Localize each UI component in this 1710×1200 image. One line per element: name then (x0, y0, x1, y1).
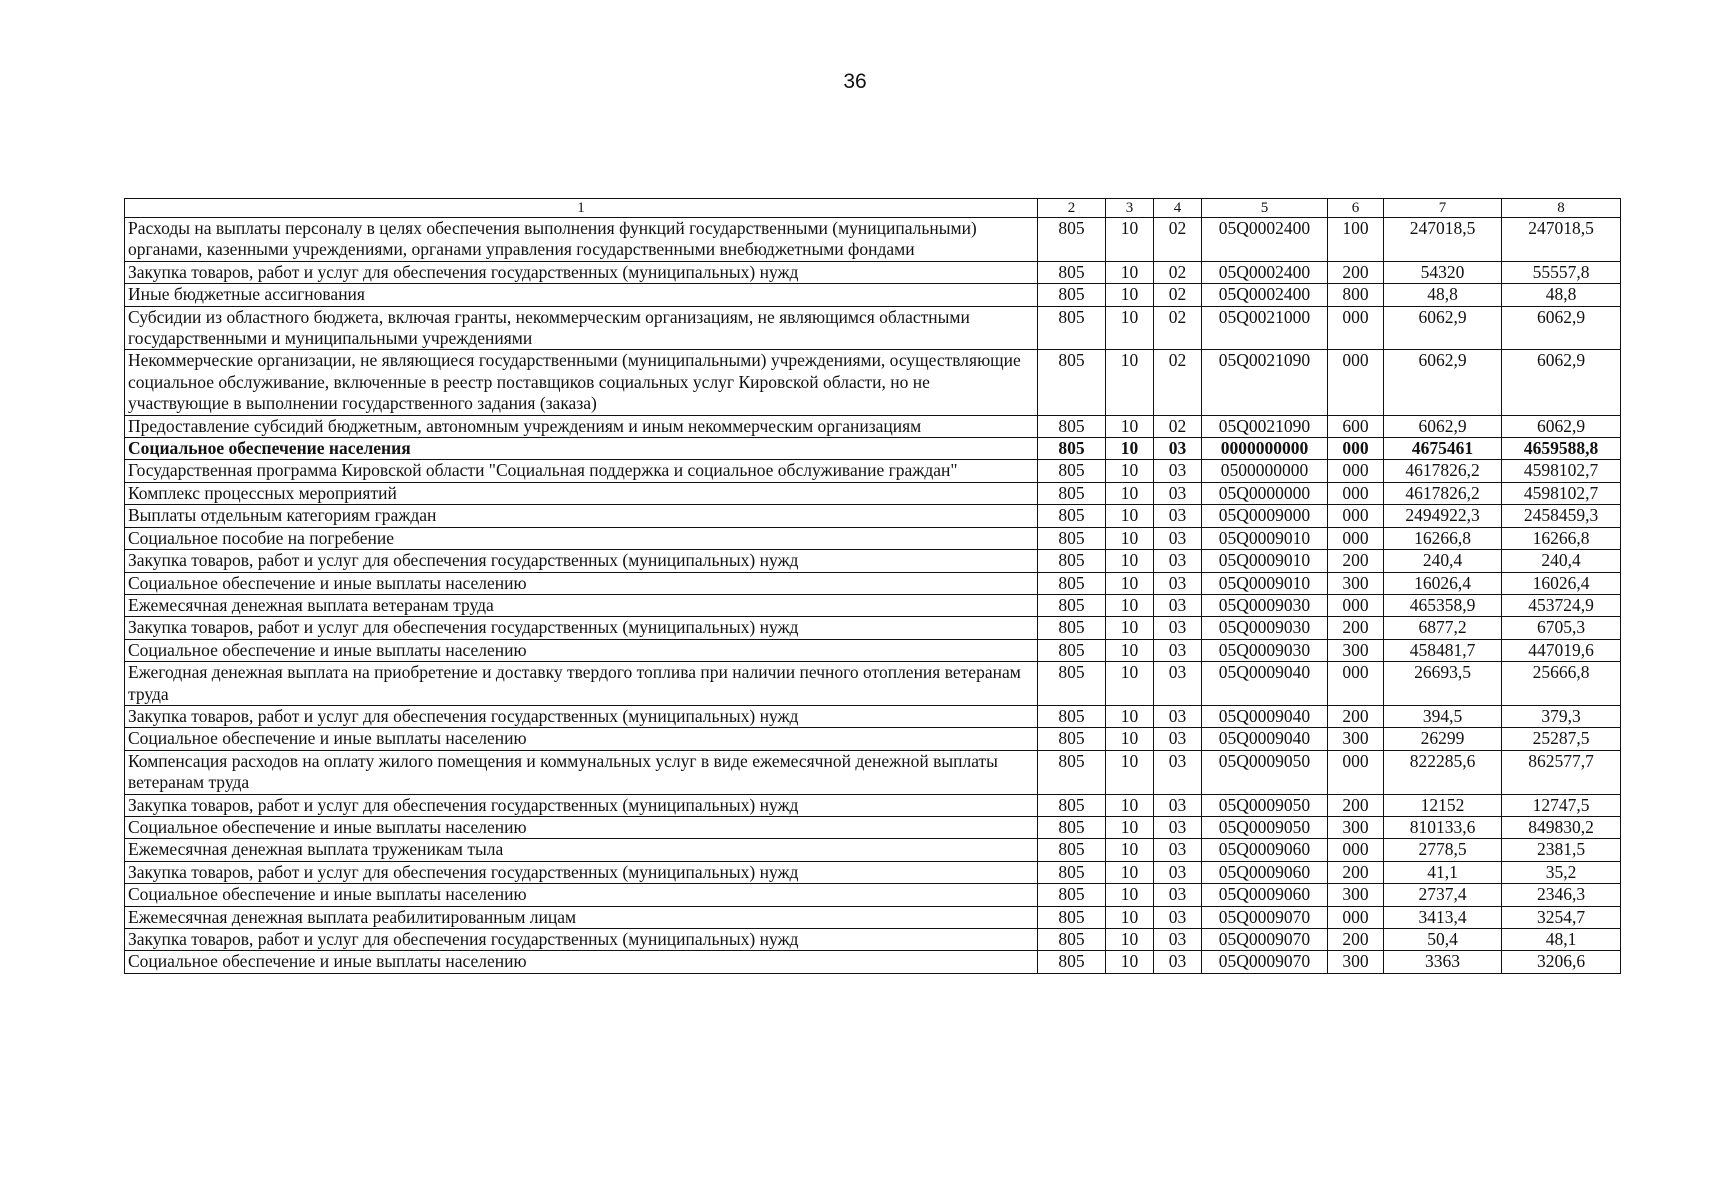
subsection-code: 02 (1154, 218, 1202, 262)
target-article-code: 05Q0009010 (1202, 572, 1328, 594)
target-article-code: 05Q0002400 (1202, 284, 1328, 306)
expense-type-code: 200 (1328, 861, 1384, 883)
subsection-code: 03 (1154, 906, 1202, 928)
row-name: Социальное обеспечение и иные выплаты населению (125, 816, 1038, 838)
target-article-code: 0000000000 (1202, 438, 1328, 460)
target-article-code: 05Q0000000 (1202, 482, 1328, 504)
row-name: Закупка товаров, работ и услуг для обеспечения государственных (муниципальных) нужд (125, 550, 1038, 572)
amount-year-1: 465358,9 (1384, 594, 1502, 616)
expense-type-code: 300 (1328, 816, 1384, 838)
section-code: 10 (1106, 527, 1154, 549)
ministry-code: 805 (1038, 482, 1106, 504)
row-name: Ежемесячная денежная выплата реабилитированным лицам (125, 906, 1038, 928)
amount-year-1: 4617826,2 (1384, 460, 1502, 482)
table-row (125, 460, 1621, 482)
amount-year-1: 4675461 (1384, 438, 1502, 460)
amount-year-1: 26299 (1384, 728, 1502, 750)
target-article-code: 05Q0009070 (1202, 929, 1328, 951)
ministry-code: 805 (1038, 705, 1106, 727)
target-article-code: 05Q0009060 (1202, 839, 1328, 861)
amount-year-1: 6877,2 (1384, 617, 1502, 639)
ministry-code: 805 (1038, 350, 1106, 415)
page-number: 36 (843, 70, 867, 93)
ministry-code: 805 (1038, 438, 1106, 460)
column-header: 3 (1106, 199, 1154, 218)
subsection-code: 03 (1154, 505, 1202, 527)
section-code: 10 (1106, 816, 1154, 838)
target-article-code: 05Q0009030 (1202, 594, 1328, 616)
amount-year-1: 12152 (1384, 794, 1502, 816)
row-name: Ежемесячная денежная выплата ветеранам труда (125, 594, 1038, 616)
amount-year-1: 4617826,2 (1384, 482, 1502, 504)
subsection-code: 03 (1154, 550, 1202, 572)
row-name: Государственная программа Кировской области "Социальная поддержка и социальное обслуживание граждан" (125, 460, 1038, 482)
section-code: 10 (1106, 951, 1154, 973)
subsection-code: 03 (1154, 794, 1202, 816)
amount-year-2: 4598102,7 (1502, 482, 1621, 504)
ministry-code: 805 (1038, 594, 1106, 616)
amount-year-1: 54320 (1384, 261, 1502, 283)
amount-year-2: 16026,4 (1502, 572, 1621, 594)
row-name: Закупка товаров, работ и услуг для обеспечения государственных (муниципальных) нужд (125, 794, 1038, 816)
amount-year-1: 48,8 (1384, 284, 1502, 306)
subsection-code: 03 (1154, 572, 1202, 594)
section-code: 10 (1106, 218, 1154, 262)
table-row (125, 482, 1621, 504)
subsection-code: 02 (1154, 261, 1202, 283)
target-article-code: 05Q0009060 (1202, 861, 1328, 883)
expense-type-code: 000 (1328, 750, 1384, 794)
expense-type-code: 000 (1328, 505, 1384, 527)
section-code: 10 (1106, 794, 1154, 816)
section-code: 10 (1106, 505, 1154, 527)
table-row (125, 705, 1621, 727)
table-row (125, 306, 1621, 350)
amount-year-2: 247018,5 (1502, 218, 1621, 262)
subsection-code: 03 (1154, 816, 1202, 838)
table-row (125, 794, 1621, 816)
expense-type-code: 200 (1328, 929, 1384, 951)
ministry-code: 805 (1038, 550, 1106, 572)
target-article-code: 05Q0009070 (1202, 906, 1328, 928)
row-name: Закупка товаров, работ и услуг для обеспечения государственных (муниципальных) нужд (125, 261, 1038, 283)
target-article-code: 05Q0009050 (1202, 816, 1328, 838)
table-row (125, 728, 1621, 750)
expense-type-code: 000 (1328, 482, 1384, 504)
section-code: 10 (1106, 662, 1154, 706)
section-code: 10 (1106, 705, 1154, 727)
ministry-code: 805 (1038, 929, 1106, 951)
ministry-code: 805 (1038, 284, 1106, 306)
table-row (125, 415, 1621, 437)
table-row (125, 639, 1621, 661)
target-article-code: 05Q0009060 (1202, 884, 1328, 906)
target-article-code: 05Q0009030 (1202, 617, 1328, 639)
row-name: Ежегодная денежная выплата на приобретение и доставку твердого топлива при наличии печного отопления ветеранам труда (125, 662, 1038, 706)
expense-type-code: 000 (1328, 839, 1384, 861)
row-name: Некоммерческие организации, не являющиеся государственными (муниципальными) учреждениями, осуществляющие социальное обслуживание, включенные в реестр поставщиков социальных услуг Кировской области, но не участвующие в выполнении государственного задания (заказа) (125, 350, 1038, 415)
ministry-code: 805 (1038, 527, 1106, 549)
expense-type-code: 300 (1328, 951, 1384, 973)
subsection-code: 03 (1154, 884, 1202, 906)
expense-type-code: 000 (1328, 438, 1384, 460)
row-name: Закупка товаров, работ и услуг для обеспечения государственных (муниципальных) нужд (125, 929, 1038, 951)
amount-year-2: 6705,3 (1502, 617, 1621, 639)
target-article-code: 05Q0009040 (1202, 728, 1328, 750)
target-article-code: 05Q0009010 (1202, 527, 1328, 549)
ministry-code: 805 (1038, 218, 1106, 262)
section-code: 10 (1106, 884, 1154, 906)
amount-year-2: 862577,7 (1502, 750, 1621, 794)
amount-year-2: 16266,8 (1502, 527, 1621, 549)
target-article-code: 05Q0009070 (1202, 951, 1328, 973)
amount-year-2: 447019,6 (1502, 639, 1621, 661)
row-name: Ежемесячная денежная выплата труженикам тыла (125, 839, 1038, 861)
row-name: Социальное обеспечение и иные выплаты населению (125, 728, 1038, 750)
expense-type-code: 000 (1328, 906, 1384, 928)
target-article-code: 05Q0009000 (1202, 505, 1328, 527)
section-code: 10 (1106, 482, 1154, 504)
row-name: Иные бюджетные ассигнования (125, 284, 1038, 306)
column-header: 7 (1384, 199, 1502, 218)
table-row (125, 861, 1621, 883)
row-name: Предоставление субсидий бюджетным, автономным учреждениям и иным некоммерческим организациям (125, 415, 1038, 437)
row-name: Выплаты отдельным категориям граждан (125, 505, 1038, 527)
table-row (125, 884, 1621, 906)
target-article-code: 05Q0009040 (1202, 662, 1328, 706)
row-name: Социальное пособие на погребение (125, 527, 1038, 549)
row-name: Социальное обеспечение и иные выплаты населению (125, 639, 1038, 661)
target-article-code: 05Q0009010 (1202, 550, 1328, 572)
amount-year-2: 6062,9 (1502, 306, 1621, 350)
target-article-code: 05Q0009040 (1202, 705, 1328, 727)
amount-year-2: 6062,9 (1502, 415, 1621, 437)
expense-type-code: 600 (1328, 415, 1384, 437)
expense-type-code: 000 (1328, 460, 1384, 482)
subsection-code: 03 (1154, 594, 1202, 616)
amount-year-2: 453724,9 (1502, 594, 1621, 616)
amount-year-1: 50,4 (1384, 929, 1502, 951)
table-row (125, 218, 1621, 262)
section-code: 10 (1106, 839, 1154, 861)
amount-year-1: 2737,4 (1384, 884, 1502, 906)
target-article-code: 05Q0021090 (1202, 350, 1328, 415)
expense-type-code: 200 (1328, 705, 1384, 727)
section-code: 10 (1106, 306, 1154, 350)
subsection-code: 03 (1154, 482, 1202, 504)
table-row (125, 505, 1621, 527)
table-row (125, 572, 1621, 594)
ministry-code: 805 (1038, 951, 1106, 973)
subsection-code: 03 (1154, 750, 1202, 794)
row-name: Закупка товаров, работ и услуг для обеспечения государственных (муниципальных) нужд (125, 617, 1038, 639)
table-row (125, 816, 1621, 838)
expense-type-code: 800 (1328, 284, 1384, 306)
section-code: 10 (1106, 906, 1154, 928)
expense-type-code: 100 (1328, 218, 1384, 262)
row-name: Закупка товаров, работ и услуг для обеспечения государственных (муниципальных) нужд (125, 705, 1038, 727)
expense-type-code: 300 (1328, 884, 1384, 906)
ministry-code: 805 (1038, 662, 1106, 706)
amount-year-1: 16266,8 (1384, 527, 1502, 549)
amount-year-1: 810133,6 (1384, 816, 1502, 838)
row-name: Компенсация расходов на оплату жилого помещения и коммунальных услуг в виде ежемесячной денежной выплаты ветеранам труда (125, 750, 1038, 794)
table-row (125, 350, 1621, 415)
ministry-code: 805 (1038, 261, 1106, 283)
section-code: 10 (1106, 728, 1154, 750)
subsection-code: 03 (1154, 460, 1202, 482)
target-article-code: 05Q0009050 (1202, 794, 1328, 816)
amount-year-2: 4598102,7 (1502, 460, 1621, 482)
ministry-code: 805 (1038, 728, 1106, 750)
row-name: Закупка товаров, работ и услуг для обеспечения государственных (муниципальных) нужд (125, 861, 1038, 883)
amount-year-2: 2381,5 (1502, 839, 1621, 861)
amount-year-2: 55557,8 (1502, 261, 1621, 283)
ministry-code: 805 (1038, 415, 1106, 437)
subsection-code: 03 (1154, 662, 1202, 706)
section-code: 10 (1106, 572, 1154, 594)
section-code: 10 (1106, 438, 1154, 460)
amount-year-2: 48,8 (1502, 284, 1621, 306)
target-article-code: 05Q0002400 (1202, 261, 1328, 283)
amount-year-1: 822285,6 (1384, 750, 1502, 794)
amount-year-2: 849830,2 (1502, 816, 1621, 838)
row-name: Субсидии из областного бюджета, включая гранты, некоммерческим организациям, не являющимся областными государственными и муниципальными учреждениями (125, 306, 1038, 350)
expense-type-code: 000 (1328, 662, 1384, 706)
subsection-code: 03 (1154, 617, 1202, 639)
row-name: Комплекс процессных мероприятий (125, 482, 1038, 504)
amount-year-1: 6062,9 (1384, 415, 1502, 437)
subsection-code: 03 (1154, 438, 1202, 460)
section-code: 10 (1106, 415, 1154, 437)
ministry-code: 805 (1038, 861, 1106, 883)
amount-year-2: 3206,6 (1502, 951, 1621, 973)
ministry-code: 805 (1038, 617, 1106, 639)
column-header: 4 (1154, 199, 1202, 218)
ministry-code: 805 (1038, 906, 1106, 928)
amount-year-1: 394,5 (1384, 705, 1502, 727)
expense-type-code: 300 (1328, 639, 1384, 661)
column-header: 8 (1502, 199, 1621, 218)
amount-year-2: 12747,5 (1502, 794, 1621, 816)
subsection-code: 03 (1154, 839, 1202, 861)
column-header: 6 (1328, 199, 1384, 218)
amount-year-1: 458481,7 (1384, 639, 1502, 661)
table-row (125, 594, 1621, 616)
target-article-code: 05Q0002400 (1202, 218, 1328, 262)
amount-year-2: 25287,5 (1502, 728, 1621, 750)
amount-year-2: 35,2 (1502, 861, 1621, 883)
table-row (125, 261, 1621, 283)
expense-type-code: 000 (1328, 527, 1384, 549)
table-row (125, 550, 1621, 572)
row-name: Социальное обеспечение и иные выплаты населению (125, 572, 1038, 594)
ministry-code: 805 (1038, 505, 1106, 527)
amount-year-1: 240,4 (1384, 550, 1502, 572)
amount-year-1: 3413,4 (1384, 906, 1502, 928)
amount-year-2: 48,1 (1502, 929, 1621, 951)
target-article-code: 05Q0009050 (1202, 750, 1328, 794)
subsection-code: 03 (1154, 705, 1202, 727)
amount-year-2: 3254,7 (1502, 906, 1621, 928)
ministry-code: 805 (1038, 306, 1106, 350)
table-row (125, 284, 1621, 306)
amount-year-1: 6062,9 (1384, 350, 1502, 415)
table-row (125, 929, 1621, 951)
ministry-code: 805 (1038, 572, 1106, 594)
section-code: 10 (1106, 750, 1154, 794)
amount-year-2: 25666,8 (1502, 662, 1621, 706)
amount-year-1: 3363 (1384, 951, 1502, 973)
column-header: 2 (1038, 199, 1106, 218)
amount-year-1: 6062,9 (1384, 306, 1502, 350)
amount-year-1: 26693,5 (1384, 662, 1502, 706)
row-name: Социальное обеспечение и иные выплаты населению (125, 951, 1038, 973)
table-row (125, 906, 1621, 928)
amount-year-1: 16026,4 (1384, 572, 1502, 594)
target-article-code: 05Q0021090 (1202, 415, 1328, 437)
amount-year-2: 6062,9 (1502, 350, 1621, 415)
ministry-code: 805 (1038, 816, 1106, 838)
subsection-code: 03 (1154, 929, 1202, 951)
section-code: 10 (1106, 460, 1154, 482)
section-code: 10 (1106, 284, 1154, 306)
ministry-code: 805 (1038, 794, 1106, 816)
expense-type-code: 200 (1328, 550, 1384, 572)
section-code: 10 (1106, 929, 1154, 951)
expense-type-code: 200 (1328, 261, 1384, 283)
ministry-code: 805 (1038, 460, 1106, 482)
section-code: 10 (1106, 617, 1154, 639)
row-name: Расходы на выплаты персоналу в целях обеспечения выполнения функций государственными (муниципальными) органами, казенными учреждениями, органами управления государственными внебюджетными фондами (125, 218, 1038, 262)
expense-type-code: 300 (1328, 572, 1384, 594)
table-row (125, 750, 1621, 794)
expense-type-code: 000 (1328, 594, 1384, 616)
amount-year-2: 4659588,8 (1502, 438, 1621, 460)
table-row (125, 438, 1621, 460)
subsection-code: 03 (1154, 728, 1202, 750)
subsection-code: 02 (1154, 415, 1202, 437)
target-article-code: 05Q0021000 (1202, 306, 1328, 350)
amount-year-2: 240,4 (1502, 550, 1621, 572)
amount-year-1: 2778,5 (1384, 839, 1502, 861)
header-row (125, 199, 1621, 218)
amount-year-1: 41,1 (1384, 861, 1502, 883)
subsection-code: 03 (1154, 639, 1202, 661)
budget-table (124, 198, 1621, 974)
subsection-code: 02 (1154, 306, 1202, 350)
table-row (125, 951, 1621, 973)
section-code: 10 (1106, 594, 1154, 616)
table-row (125, 839, 1621, 861)
ministry-code: 805 (1038, 750, 1106, 794)
amount-year-2: 2346,3 (1502, 884, 1621, 906)
column-header: 1 (125, 199, 1038, 218)
amount-year-2: 379,3 (1502, 705, 1621, 727)
row-name: Социальное обеспечение населения (125, 438, 1038, 460)
amount-year-1: 247018,5 (1384, 218, 1502, 262)
section-code: 10 (1106, 639, 1154, 661)
section-code: 10 (1106, 261, 1154, 283)
expense-type-code: 300 (1328, 728, 1384, 750)
amount-year-2: 2458459,3 (1502, 505, 1621, 527)
expense-type-code: 000 (1328, 350, 1384, 415)
section-code: 10 (1106, 550, 1154, 572)
subsection-code: 03 (1154, 951, 1202, 973)
expense-type-code: 000 (1328, 306, 1384, 350)
subsection-code: 03 (1154, 527, 1202, 549)
ministry-code: 805 (1038, 639, 1106, 661)
table-row (125, 662, 1621, 706)
table-row (125, 527, 1621, 549)
section-code: 10 (1106, 350, 1154, 415)
subsection-code: 03 (1154, 861, 1202, 883)
expense-type-code: 200 (1328, 617, 1384, 639)
subsection-code: 02 (1154, 350, 1202, 415)
target-article-code: 05Q0009030 (1202, 639, 1328, 661)
amount-year-1: 2494922,3 (1384, 505, 1502, 527)
expense-type-code: 200 (1328, 794, 1384, 816)
table-row (125, 617, 1621, 639)
column-header: 5 (1202, 199, 1328, 218)
target-article-code: 0500000000 (1202, 460, 1328, 482)
ministry-code: 805 (1038, 884, 1106, 906)
row-name: Социальное обеспечение и иные выплаты населению (125, 884, 1038, 906)
ministry-code: 805 (1038, 839, 1106, 861)
section-code: 10 (1106, 861, 1154, 883)
subsection-code: 02 (1154, 284, 1202, 306)
